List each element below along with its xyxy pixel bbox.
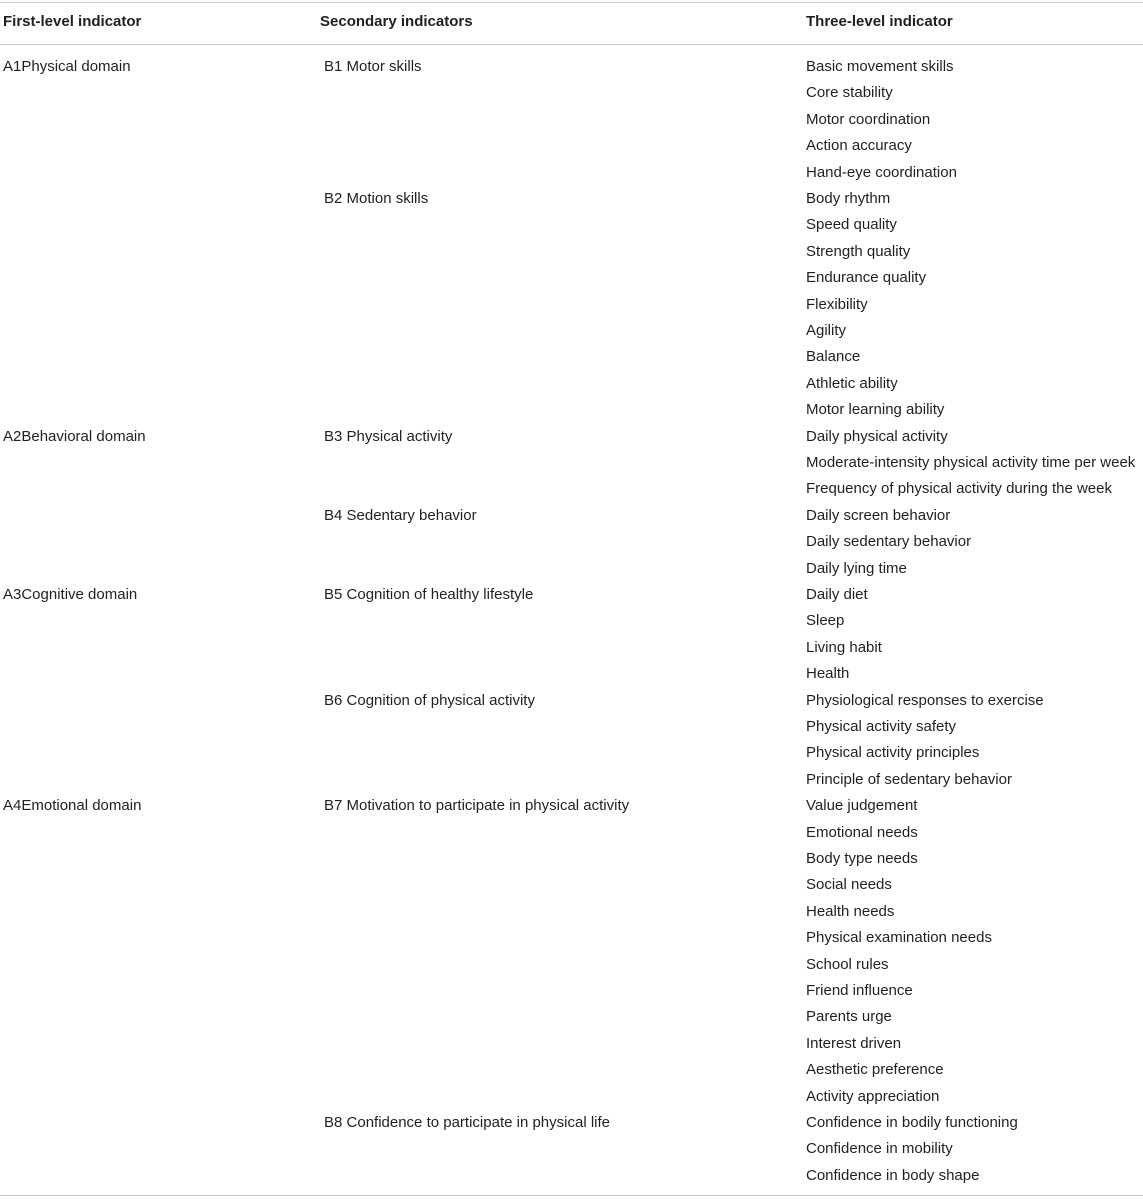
third-level-cell: Strength quality [806, 242, 911, 260]
first-level-cell: A2Behavioral domain [3, 427, 146, 445]
first-level-cell: A3Cognitive domain [3, 586, 138, 603]
third-level-cell: Confidence in body shape [806, 1166, 980, 1184]
third-level-cell: Moderate-intensity physical activity time per week [806, 454, 1136, 471]
third-level-cell: Activity appreciation [806, 1087, 940, 1105]
secondary-cell: B3 Physical activity [324, 427, 453, 445]
third-level-cell: Motor coordination [806, 110, 931, 128]
third-level-cell: Physical examination needs [806, 929, 992, 947]
third-level-cell: Daily screen behavior [806, 506, 951, 524]
secondary-cell: B7 Motivation to participate in physical activity [324, 797, 630, 815]
first-level-cell: A1Physical domain [3, 58, 131, 75]
third-level-cell: Emotional needs [806, 823, 918, 841]
secondary-cell: B4 Sedentary behavior [324, 506, 477, 524]
third-level-cell: Daily diet [806, 586, 868, 603]
third-level-cell: Motor learning ability [806, 401, 945, 419]
third-level-cell: Core stability [806, 84, 893, 102]
third-level-cell: Health [806, 665, 850, 683]
third-level-cell: Daily physical activity [806, 427, 948, 445]
third-level-cell: Aesthetic preference [806, 1061, 944, 1079]
third-level-cell: Athletic ability [806, 374, 898, 392]
third-level-cell: Physical activity principles [806, 744, 980, 762]
third-level-cell: Interest driven [806, 1034, 902, 1052]
third-level-cell: Daily lying time [806, 559, 907, 577]
third-level-cell: Value judgement [806, 797, 918, 815]
third-level-cell: Friend influence [806, 982, 913, 999]
third-level-cell: Balance [806, 348, 861, 366]
secondary-cell: B6 Cognition of physical activity [324, 691, 535, 709]
third-level-cell: Confidence in bodily functioning [806, 1114, 1018, 1131]
secondary-cell: B2 Motion skills [324, 190, 429, 207]
third-level-cell: Body type needs [806, 850, 918, 867]
table-bottom-rule [0, 1195, 1143, 1196]
third-level-cell: Health needs [806, 902, 895, 920]
third-level-cell: Speed quality [806, 216, 897, 234]
third-level-cell: Parents urge [806, 1008, 892, 1026]
third-level-cell: Action accuracy [806, 137, 912, 155]
third-level-cell: Frequency of physical activity during the week [806, 480, 1112, 498]
table-top-rule [0, 2, 1143, 3]
secondary-cell: B1 Motor skills [324, 58, 422, 75]
third-level-cell: School rules [806, 955, 889, 973]
third-level-cell: Physical activity safety [806, 718, 957, 735]
header-third-level: Three-level indicator [806, 13, 953, 30]
third-level-cell: Confidence in mobility [806, 1140, 953, 1158]
third-level-cell: Physiological responses to exercise [806, 691, 1044, 709]
third-level-cell: Hand-eye coordination [806, 163, 957, 181]
third-level-cell: Social needs [806, 876, 892, 894]
secondary-cell: B8 Confidence to participate in physical life [324, 1114, 610, 1131]
third-level-cell: Principle of sedentary behavior [806, 770, 1012, 788]
header-first-level: First-level indicator [3, 13, 142, 30]
third-level-cell: Endurance quality [806, 269, 927, 287]
third-level-cell: Body rhythm [806, 190, 891, 207]
third-level-cell: Sleep [806, 612, 845, 630]
third-level-cell: Daily sedentary behavior [806, 533, 972, 551]
third-level-cell: Flexibility [806, 295, 868, 313]
third-level-cell: Living habit [806, 638, 882, 656]
third-level-cell: Agility [806, 322, 847, 339]
header-secondary: Secondary indicators [320, 13, 473, 30]
third-level-cell: Basic movement skills [806, 58, 954, 75]
first-level-cell: A4Emotional domain [3, 797, 142, 815]
header-divider [0, 44, 1143, 45]
secondary-cell: B5 Cognition of healthy lifestyle [324, 586, 534, 603]
